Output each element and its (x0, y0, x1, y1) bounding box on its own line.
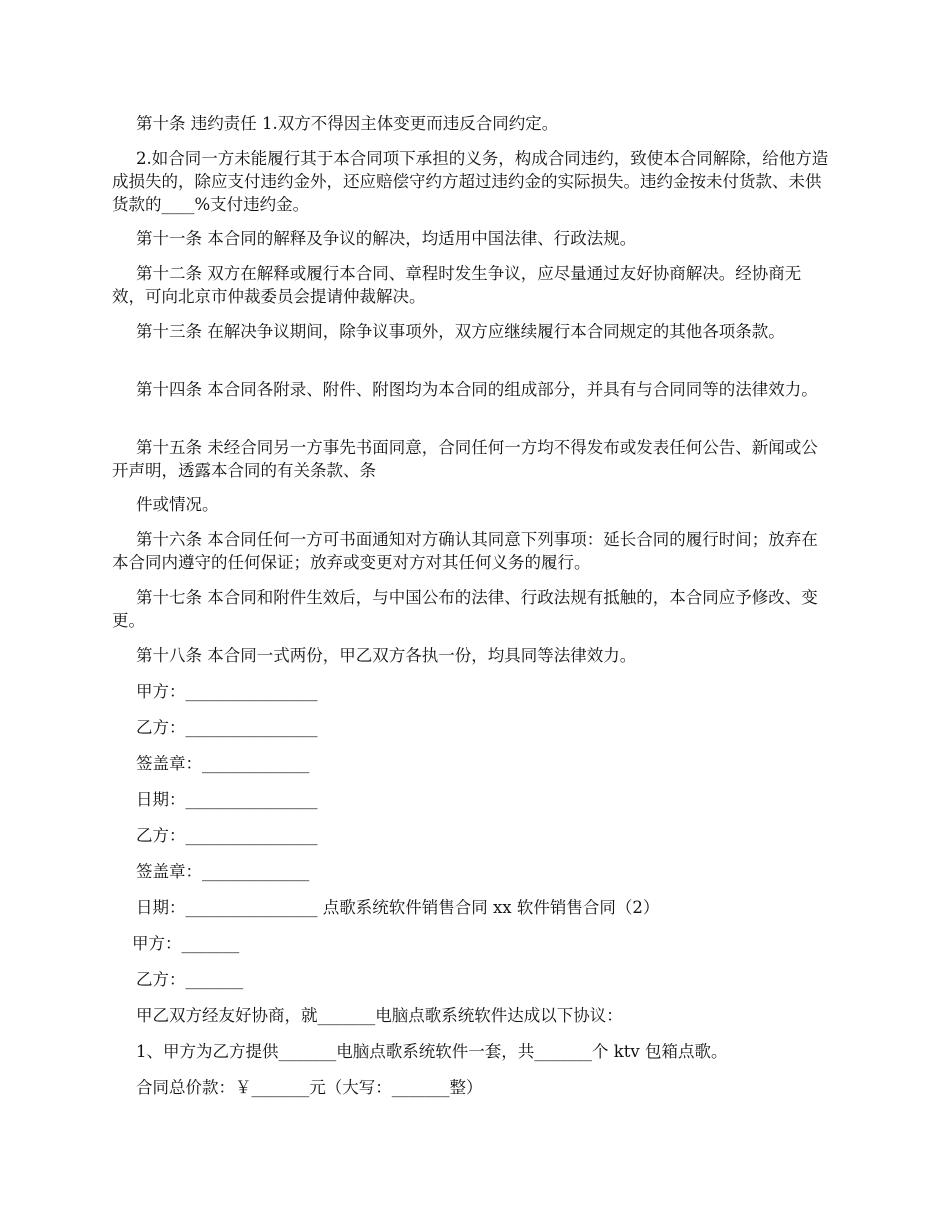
clause-13: 第十三条 在解决争议期间，除争议事项外，双方应继续履行本合同规定的其他各项条款。 (136, 322, 785, 341)
party-a-field: 甲方：________________ (136, 682, 318, 701)
contract2-intro: 甲乙双方经友好协商，就_______电脑点歌系统软件达成以下协议： (136, 1006, 623, 1025)
contract2-total-price: 合同总价款：￥_______元（大写：_______整） (136, 1078, 483, 1097)
contract2-party-b: 乙方：_______ (136, 970, 244, 989)
seal-field-2: 签盖章：_____________ (136, 862, 310, 881)
contract2-party-a: 甲方：_______ (132, 934, 240, 953)
clause-17: 第十七条 本合同和附件生效后，与中国公布的法律、行政法规有抵触的，本合同应予修改、变更。 (112, 588, 818, 630)
party-b-field-2: 乙方：________________ (136, 826, 318, 845)
clause-15: 第十五条 未经合同另一方事先书面同意，合同任何一方均不得发布或发表任何公告、新闻或公开声明，透露本合同的有关条款、条 (112, 438, 818, 480)
clause-10: 第十条 违约责任 1.双方不得因主体变更而违反合同约定。 (136, 114, 559, 133)
date-field-with-title: 日期：________________ 点歌系统软件销售合同 xx 软件销售合同（2） (136, 898, 660, 917)
clause-12: 第十二条 双方在解释或履行本合同、章程时发生争议，应尽量通过友好协商解决。经协商无效，可向北京市仲裁委员会提请仲裁解决。 (112, 264, 802, 306)
clause-10-item-2: 2.如合同一方未能履行其于本合同项下承担的义务，构成合同违约，致使本合同解除，给他方造成损失的，除应支付违约金外，还应赔偿守约方超过违约金的实际损失。违约金按未付货款、未供货款的____%支付违约金。 (112, 149, 829, 214)
seal-field: 签盖章：_____________ (136, 754, 310, 773)
clause-11: 第十一条 本合同的解释及争议的解决，均适用中国法律、行政法规。 (136, 229, 637, 248)
clause-14: 第十四条 本合同各附录、附件、附图均为本合同的组成部分，并具有与合同同等的法律效力。 (136, 380, 818, 399)
clause-18: 第十八条 本合同一式两份，甲乙双方各执一份，均具同等法律效力。 (136, 646, 637, 665)
party-b-field: 乙方：________________ (136, 718, 318, 737)
clause-15-continued: 件或情况。 (136, 495, 219, 514)
contract2-item-1: 1、甲方为乙方提供_______电脑点歌系统软件一套，共_______个 ktv 包箱点歌。 (136, 1042, 728, 1061)
date-field: 日期：________________ (136, 790, 318, 809)
clause-16: 第十六条 本合同任何一方可书面通知对方确认其同意下列事项：延长合同的履行时间；放弃在本合同内遵守的任何保证；放弃或变更对方对其任何义务的履行。 (112, 530, 818, 572)
